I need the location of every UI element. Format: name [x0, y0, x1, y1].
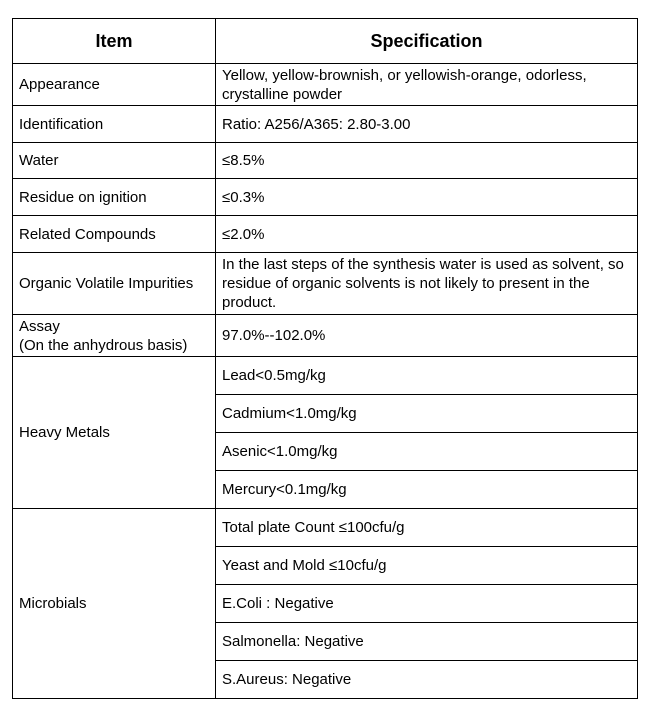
- heavy-metals-cell: Heavy Metals: [13, 357, 216, 509]
- table-row: [13, 64, 638, 106]
- item-cell: [13, 315, 216, 357]
- header-item: Item: [13, 19, 216, 64]
- spec-cell: S.Aureus: Negative: [216, 661, 638, 699]
- spec-cell: Cadmium<1.0mg/kg: [216, 395, 638, 433]
- table-row: [13, 179, 638, 216]
- item-cell: Water: [13, 143, 216, 179]
- spec-cell: ≤8.5%: [216, 143, 638, 179]
- item-cell: Organic Volatile Impurities: [13, 253, 216, 315]
- table-row: [13, 216, 638, 253]
- specification-table: [12, 18, 638, 699]
- item-cell: Appearance: [13, 64, 216, 106]
- item-cell: Residue on ignition: [13, 179, 216, 216]
- spec-cell: E.Coli : Negative: [216, 585, 638, 623]
- assay-label: Assay: [19, 317, 60, 335]
- table-row: [13, 143, 638, 179]
- table-row: [13, 509, 638, 547]
- assay-basis-label: (On the anhydrous basis): [19, 336, 188, 354]
- spec-cell: 97.0%--102.0%: [216, 315, 638, 357]
- header-specification: Specification: [216, 19, 638, 64]
- spec-cell: ≤2.0%: [216, 216, 638, 253]
- spec-cell: Asenic<1.0mg/kg: [216, 433, 638, 471]
- table-row: [13, 357, 638, 395]
- header-row: [13, 19, 638, 64]
- spec-cell: Lead<0.5mg/kg: [216, 357, 638, 395]
- spec-cell: Ratio: A256/A365: 2.80-3.00: [216, 106, 638, 143]
- spec-cell: Salmonella: Negative: [216, 623, 638, 661]
- table-row: [13, 106, 638, 143]
- spec-cell: Mercury<0.1mg/kg: [216, 471, 638, 509]
- spec-cell: ≤0.3%: [216, 179, 638, 216]
- spec-cell: In the last steps of the synthesis water is used as solvent, so residue of organic solvents is not likely to present in the product.: [216, 253, 638, 315]
- table-row: [13, 253, 638, 315]
- item-cell: Identification: [13, 106, 216, 143]
- spec-cell: Yellow, yellow-brownish, or yellowish-orange, odorless, crystalline powder: [216, 64, 638, 106]
- table-row: [13, 315, 638, 357]
- item-cell: Related Compounds: [13, 216, 216, 253]
- spec-cell: Total plate Count ≤100cfu/g: [216, 509, 638, 547]
- spec-cell: Yeast and Mold ≤10cfu/g: [216, 547, 638, 585]
- microbials-cell: Microbials: [13, 509, 216, 699]
